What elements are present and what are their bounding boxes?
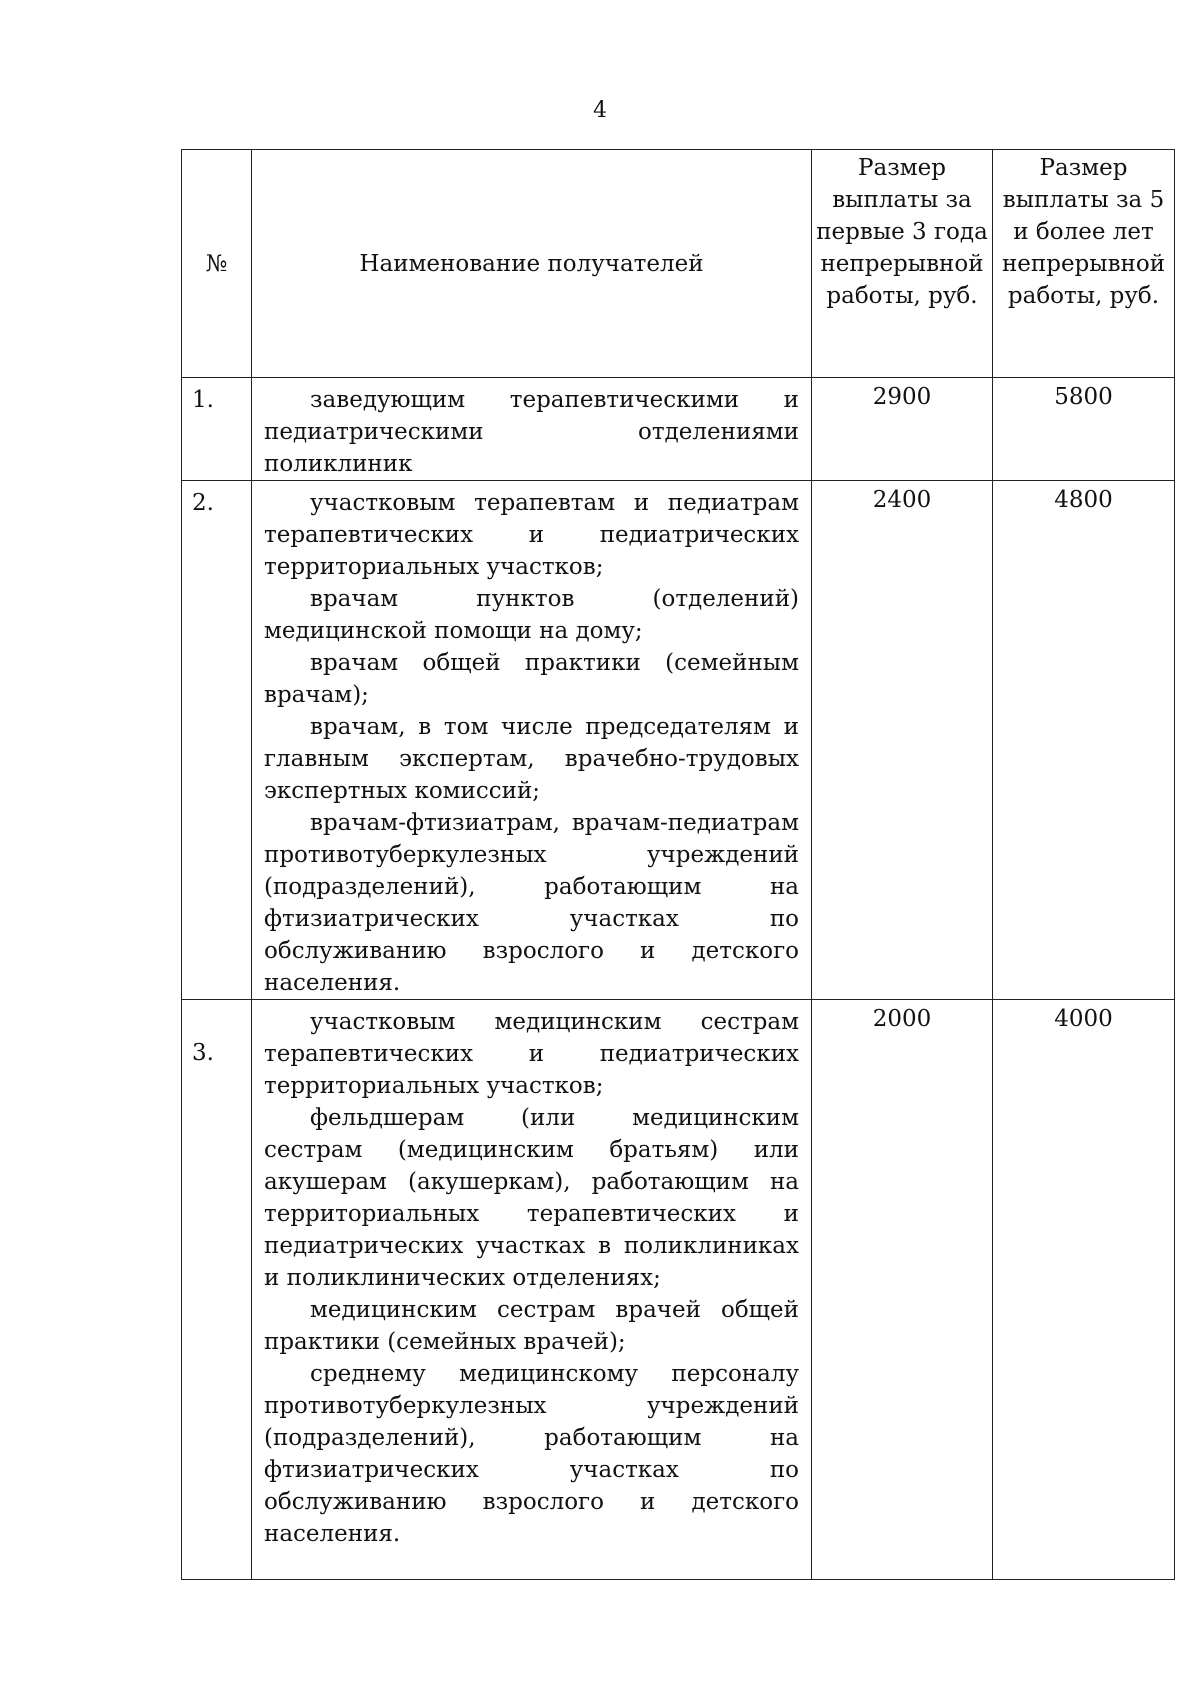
- page-number: 4: [593, 98, 607, 123]
- recipient-paragraph: врачам, в том числе председателям и главным экспертам, врачебно-трудовых экспертных комиссий;: [264, 714, 799, 804]
- recipient-paragraph: заведующим терапевтическими и педиатрическими отделениями поликлиник: [264, 387, 799, 477]
- recipient-paragraph: врачам общей практики (семейным врачам);: [264, 650, 799, 708]
- recipient-paragraph: участковым медицинским сестрам терапевтических и педиатрических территориальных участков;: [264, 1009, 799, 1099]
- row-number: 2.: [182, 481, 252, 1000]
- pay-first-value: 2400: [812, 481, 993, 1000]
- recipient-paragraph: участковым терапевтам и педиатрам терапевтических и педиатрических территориальных участков;: [264, 490, 799, 580]
- pay-later-value: 4000: [993, 1000, 1175, 1580]
- recipient-paragraph: врачам-фтизиатрам, врачам-педиатрам противотуберкулезных учреждений (подразделений), работающим на фтизиатрических участках по обслуживанию взрослого и детского населения.: [264, 810, 799, 996]
- recipient-name: [252, 378, 812, 481]
- table-row: [182, 378, 1175, 481]
- header-pay-first: [812, 150, 993, 378]
- pay-first-value: 2900: [812, 378, 993, 481]
- recipient-paragraph: медицинским сестрам врачей общей практики (семейных врачей);: [264, 1297, 799, 1355]
- recipient-name: [252, 1000, 812, 1580]
- header-pay-later: [993, 150, 1175, 378]
- header-name: Наименование получателей: [252, 150, 812, 378]
- row-number: 3.: [182, 1000, 252, 1580]
- row-number: 1.: [182, 378, 252, 481]
- pay-first-value: 2000: [812, 1000, 993, 1580]
- recipients-table: [181, 149, 1175, 1580]
- pay-later-value: 5800: [993, 378, 1175, 481]
- header-number: №: [182, 150, 252, 378]
- recipient-name: [252, 481, 812, 1000]
- pay-later-value: 4800: [993, 481, 1175, 1000]
- recipient-paragraph: фельдшерам (или медицинским сестрам (медицинским братьям) или акушерам (акушеркам), работающим на территориальных терапевтических и педиатрических участках в поликлиниках и поликлинических отделениях;: [264, 1105, 799, 1291]
- header-pay-later-text: Размер выплаты за 5 и более лет непрерывной работы, руб.: [1001, 155, 1166, 309]
- table-row: [182, 1000, 1175, 1580]
- recipient-paragraph: врачам пунктов (отделений) медицинской помощи на дому;: [264, 586, 799, 644]
- table-header-row: [182, 150, 1175, 378]
- header-pay-first-text: Размер выплаты за первые 3 года непрерывной работы, руб.: [816, 155, 988, 309]
- recipient-paragraph: среднему медицинскому персоналу противотуберкулезных учреждений (подразделений), работающим на фтизиатрических участках по обслуживанию взрослого и детского населения.: [264, 1361, 799, 1547]
- table-row: [182, 481, 1175, 1000]
